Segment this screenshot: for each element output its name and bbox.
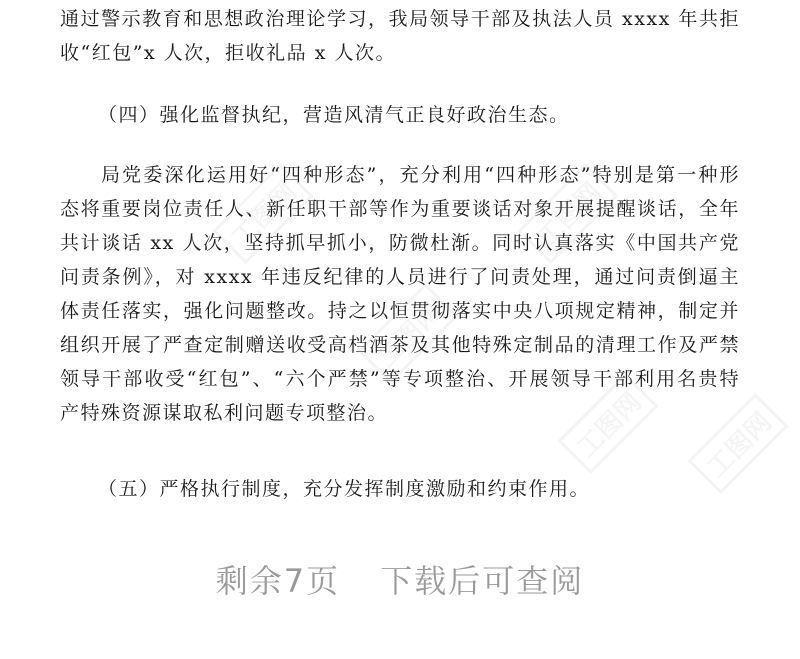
watermark-logo: 工图网 <box>687 393 788 494</box>
section-heading-five: （五）严格执行制度，充分发挥制度激励和约束作用。 <box>98 478 591 500</box>
download-to-view-label: 下载后可查阅 <box>380 562 585 600</box>
paragraph-four-forms: 局党委深化运用好“四种形态”，充分利用“四种形态”特别是第一种形态将重要岗位责任人、新任职干部等作为重要谈话对象开展提醒谈话，全年共计谈话 xx 人次，坚持抓早抓小，防微杜渐。同时认真落实《中国共产党问责条例》，对 xxxx 年违反纪律的人员进行了问责处理，通过问责倒逼主体责任落实，强化问题整改。持之以恒贯彻落实中央八项规定精神，制定并组织开展了严查定制赠送收受高档酒茶及其他特殊定制品的清理工作及严禁领导干部收受“红包”、“六个严禁”等专项整治、开展领导干部利用名贵特产特殊资源谋取私利问题专项整治。 <box>60 164 740 424</box>
download-prompt[interactable] <box>0 556 800 602</box>
watermark-logo: 工图网 <box>517 163 618 264</box>
watermark-logo: 工图网 <box>212 163 313 264</box>
paragraph-warning-education: 通过警示教育和思想政治理论学习，我局领导干部及执法人员 xxxx 年共拒收“红包”x 人次，拒收礼品 x 人次。 <box>60 8 740 64</box>
watermark-logo: 工图网 <box>357 283 458 384</box>
remaining-pages-label: 剩余7页 <box>215 562 341 600</box>
section-heading-four: （四）强化监督执纪，营造风清气正良好政治生态。 <box>98 104 570 126</box>
watermark-logo: 工图网 <box>557 373 658 474</box>
